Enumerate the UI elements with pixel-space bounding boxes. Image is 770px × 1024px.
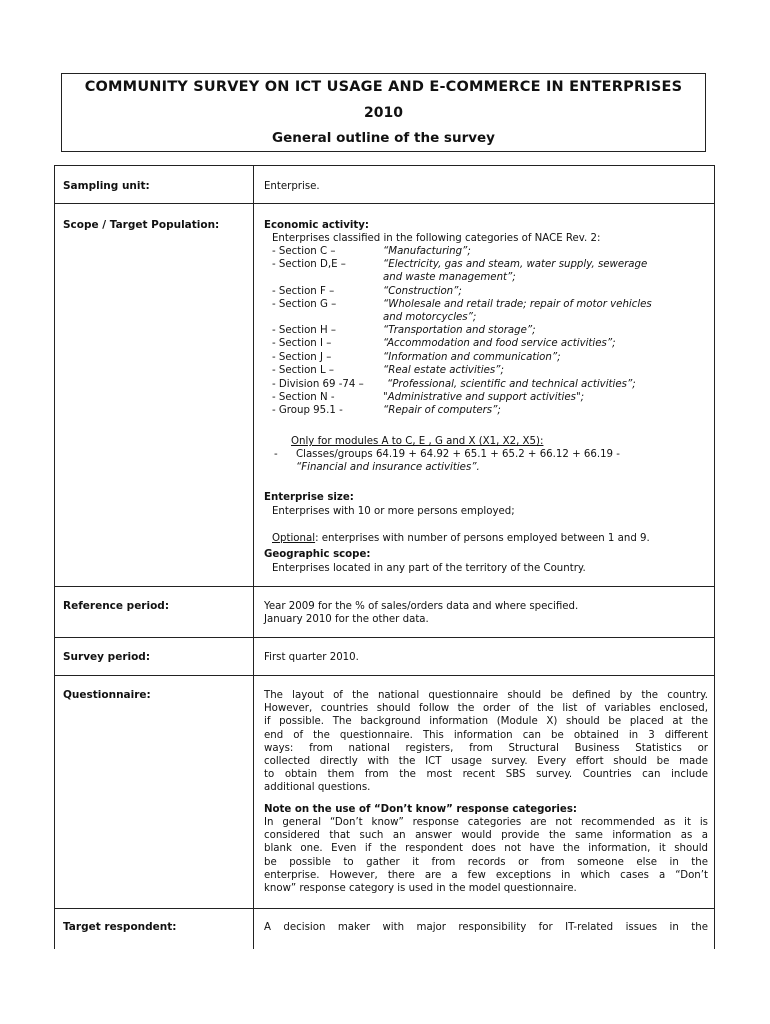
row-divider [54, 203, 715, 204]
nace-section-desc: “Transportation and storage”; [383, 325, 536, 336]
enterprise-size-heading: Enterprise size: [264, 492, 354, 503]
nace-section-code: - Section C – [272, 246, 336, 257]
paragraph-line: In general “Don’t know” response categories are not recommended as it is [264, 817, 708, 828]
modules-classes: Classes/groups 64.19 + 64.92 + 65.1 + 65.2 + 66.12 + 66.19 - [296, 449, 620, 460]
enterprise-size-text: Enterprises with 10 or more persons employed; [272, 506, 515, 517]
questionnaire-paragraph [264, 689, 708, 795]
paragraph-line: collected directly with the ICT usage survey. Every effort should be made [264, 756, 708, 768]
reference-period-line2: January 2010 for the other data. [264, 614, 429, 625]
document-year: 2010 [364, 105, 403, 121]
nace-section-code: - Division 69 -74 – [272, 379, 364, 390]
modules-note: Only for modules A to C, E , G and X (X1, X2, X5): [291, 436, 544, 447]
row-divider [54, 586, 715, 587]
nace-section-code: - Group 95.1 - [272, 405, 343, 416]
paragraph-line: ways: from national registers, from Structural Business Statistics or [264, 742, 708, 754]
row-divider [54, 637, 715, 638]
nace-section-code: - Section I – [272, 338, 332, 349]
paragraph-line: be possible to gather it from records or from someone else in the [264, 856, 708, 868]
sampling-unit-label: Sampling unit: [63, 180, 150, 192]
dont-know-paragraph [264, 816, 708, 895]
nace-section-desc: “Repair of computers”; [383, 405, 501, 416]
paragraph-line: if possible. The background information (Module X) should be placed at the [264, 716, 708, 728]
target-respondent-label: Target respondent: [63, 921, 177, 933]
paragraph-line: A decision maker with major responsibility for IT-related issues in the [264, 922, 708, 933]
nace-section-desc: “Professional, scientific and technical activities”; [387, 379, 636, 390]
paragraph-line: know” response category is used in the model questionnaire. [264, 883, 577, 895]
nace-section-desc: and motorcycles”; [383, 312, 477, 323]
sampling-unit-value: Enterprise. [264, 181, 320, 192]
paragraph-line: enterprise. However, there are a few exceptions in which cases a “Don’t [264, 869, 708, 881]
paragraph-line: additional questions. [264, 782, 371, 794]
nace-section-desc: “Information and communication”; [383, 352, 561, 363]
optional-text: : enterprises with number of persons employed between 1 and 9. [315, 533, 650, 544]
paragraph-line: end of the questionnaire. This information can be obtained in 3 different [264, 729, 708, 741]
target-respondent-value [264, 921, 708, 934]
nace-section-desc: “Manufacturing”; [383, 246, 471, 257]
survey-period-value: First quarter 2010. [264, 652, 359, 663]
nace-section-desc: “Construction”; [383, 286, 462, 297]
modules-dash: - [274, 449, 278, 460]
paragraph-line: to obtain them from the most recent SBS survey. Countries can include [264, 769, 708, 781]
table-column-divider [253, 165, 254, 949]
nace-section-desc: “Wholesale and retail trade; repair of motor vehicles [383, 299, 652, 310]
nace-section-code: - Section J – [272, 352, 332, 363]
reference-period-line1: Year 2009 for the % of sales/orders data and where specified. [264, 601, 579, 612]
nace-section-code: - Section L – [272, 365, 335, 376]
paragraph-line: The layout of the national questionnaire should be defined by the country. [264, 690, 708, 701]
economic-activity-intro: Enterprises classified in the following categories of NACE Rev. 2: [272, 233, 601, 244]
modules-finance: “Financial and insurance activities”. [296, 462, 480, 473]
questionnaire-label: Questionnaire: [63, 689, 151, 701]
paragraph-line: blank one. Even if the respondent does not have the information, it should [264, 843, 708, 855]
nace-section-code: - Section G – [272, 299, 337, 310]
geographic-scope-heading: Geographic scope: [264, 549, 371, 560]
nace-section-desc: and waste management”; [383, 272, 516, 283]
geographic-scope-text: Enterprises located in any part of the territory of the Country. [272, 563, 586, 574]
nace-section-desc: “Real estate activities”; [383, 365, 504, 376]
economic-activity-heading: Economic activity: [264, 220, 369, 231]
nace-section-code: - Section N - [272, 392, 335, 403]
nace-section-code: - Section D,E – [272, 259, 346, 270]
nace-section-desc: "Administrative and support activities"; [383, 392, 585, 403]
optional-label: Optional [272, 533, 316, 544]
nace-section-desc: “Accommodation and food service activities”; [383, 338, 616, 349]
row-divider [54, 908, 715, 909]
paragraph-line: However, countries should follow the order of the list of variables enclosed, [264, 703, 708, 715]
optional-note [272, 532, 650, 545]
dont-know-note-heading: Note on the use of “Don’t know” response categories: [264, 804, 577, 815]
document-subtitle: General outline of the survey [272, 130, 495, 146]
reference-period-label: Reference period: [63, 600, 170, 612]
nace-section-code: - Section H – [272, 325, 336, 336]
paragraph-line: considered that such an answer would provide the same information as a [264, 830, 708, 842]
title-box [61, 73, 706, 152]
document-title: COMMUNITY SURVEY ON ICT USAGE AND E-COMMERCE IN ENTERPRISES [84, 79, 683, 95]
nace-section-desc: “Electricity, gas and steam, water supply, sewerage [383, 259, 648, 270]
scope-label: Scope / Target Population: [63, 219, 220, 231]
survey-period-label: Survey period: [63, 651, 151, 663]
row-divider [54, 675, 715, 676]
nace-section-code: - Section F – [272, 286, 335, 297]
